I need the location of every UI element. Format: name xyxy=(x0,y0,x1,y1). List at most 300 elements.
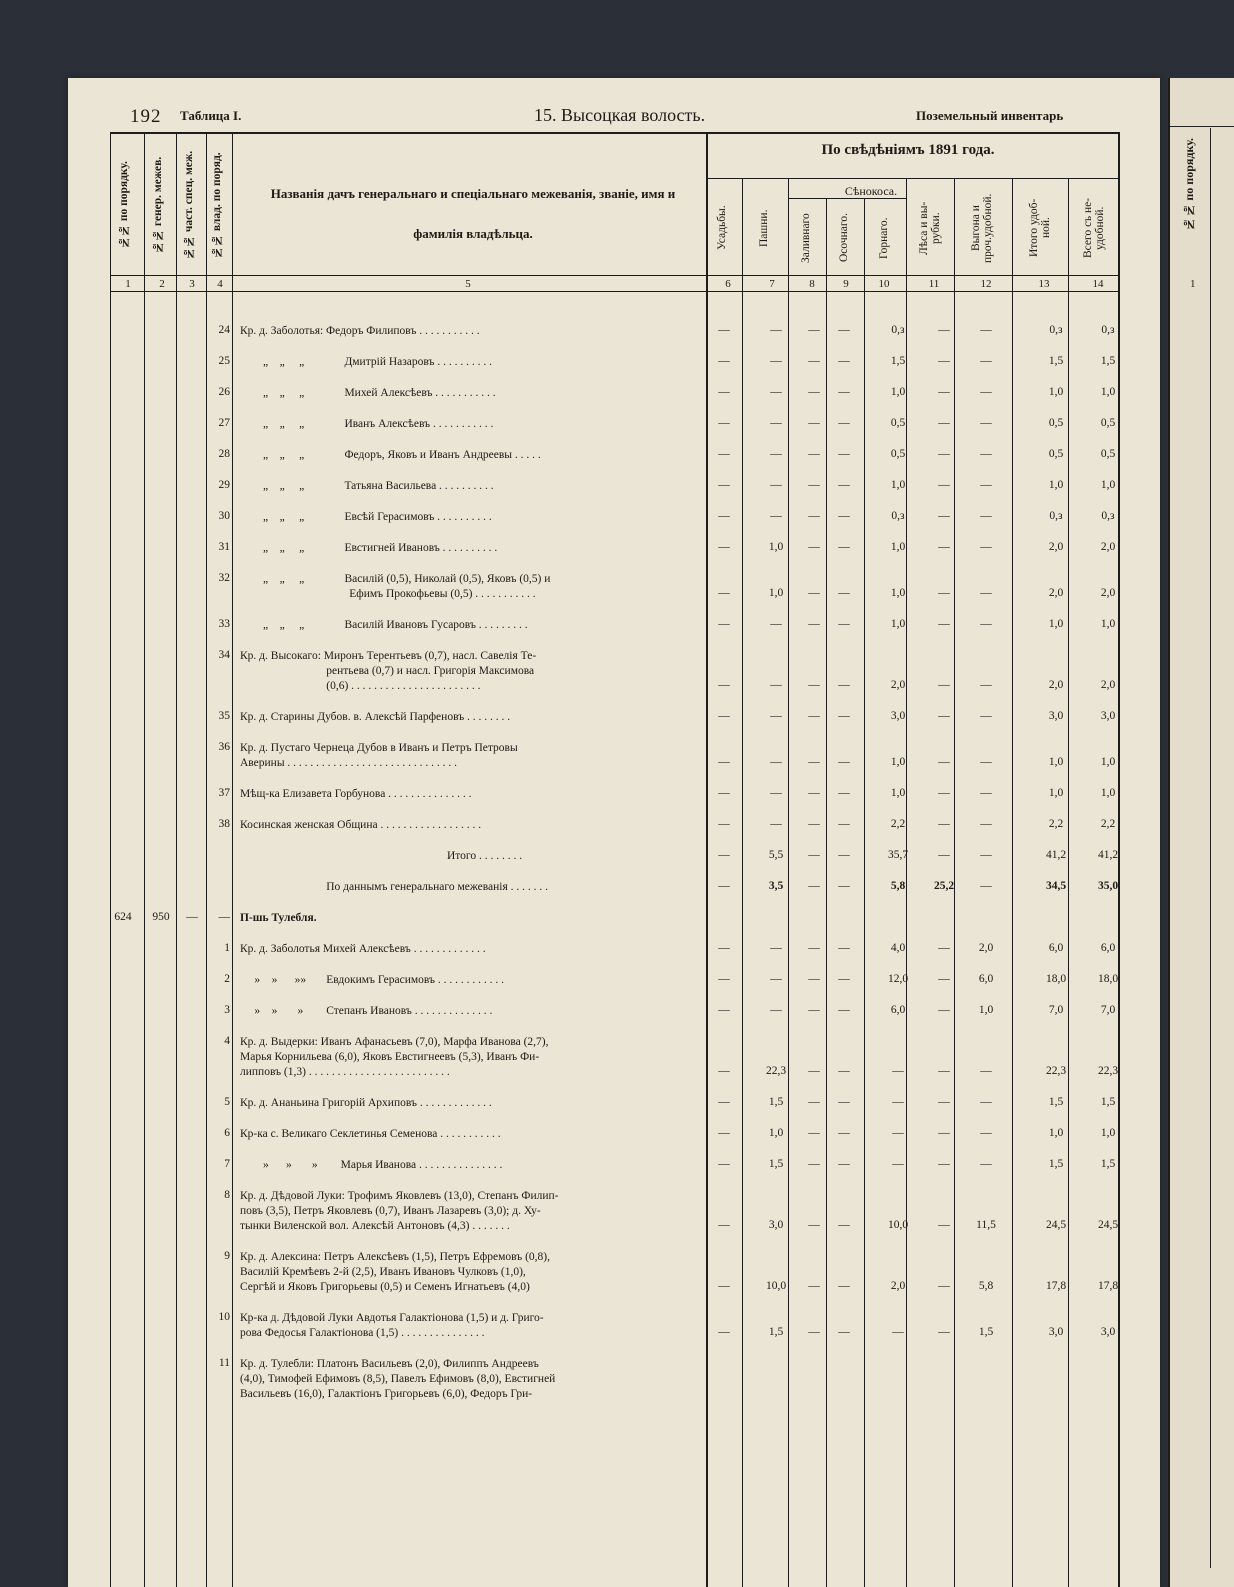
cell-v14: 24,5 xyxy=(1097,1219,1119,1231)
cell-v13: 3,0 xyxy=(1048,710,1064,722)
cell-v9: — xyxy=(838,1004,850,1016)
cell-v9: — xyxy=(838,587,850,599)
cell-owner-number: 1 xyxy=(224,942,230,954)
col-header-pashni: Пашни. xyxy=(758,209,770,247)
cell-v14: 22,3 xyxy=(1097,1065,1119,1077)
column-number: 13 xyxy=(1038,278,1050,290)
next-page-divider xyxy=(1210,128,1211,1568)
column-number: 7 xyxy=(769,278,775,290)
cell-v6: — xyxy=(718,756,730,768)
column-number: 2 xyxy=(159,278,165,290)
cell-v10: 1,0 xyxy=(890,541,906,553)
cell-v7: — xyxy=(770,479,782,491)
cell-owner-name: Кр. д. Алексина: Петръ Алексѣевъ (1,5), Петръ Ефремовъ (0,8), Василій Кремѣевъ 2-й (2,5), Иванъ Ивановъ Чулковъ (1,0), Сергѣй и Яковъ Григорьевы (0,5) и Семенъ Игнатьевъ (4,0) xyxy=(240,1251,550,1293)
cell-v10: 1,0 xyxy=(890,618,906,630)
cell-v10: — xyxy=(892,1096,904,1108)
cell-owner-number: 2 xyxy=(224,973,230,985)
cell-v9: — xyxy=(838,510,850,522)
cell-v9: — xyxy=(838,1127,850,1139)
column-number: 9 xyxy=(843,278,849,290)
cell-owner-number: 7 xyxy=(224,1158,230,1170)
inventory-label: Поземельный инвентарь xyxy=(916,108,1064,123)
cell-v6: — xyxy=(718,973,730,985)
cell-v11: — xyxy=(938,1065,950,1077)
svedeniya-header: По свѣдѣніямъ 1891 года. xyxy=(821,142,995,158)
cell-v7: — xyxy=(770,417,782,429)
cell-v7: 3,5 xyxy=(768,880,784,892)
column-number: 3 xyxy=(189,278,195,290)
cell-v9: — xyxy=(838,679,850,691)
cell-v12: — xyxy=(980,1158,992,1170)
col-header-owner-order: №№ влад. по поряд. xyxy=(211,152,223,258)
cell-v11: — xyxy=(938,1326,950,1338)
cell-v7: 1,5 xyxy=(768,1158,784,1170)
cell-v11: — xyxy=(938,710,950,722)
cell-v13: 34,5 xyxy=(1045,880,1067,892)
cell-v14: 0,з xyxy=(1101,510,1115,522)
cell-owner-name: „ „ „ Евсѣй Герасимовъ . . . . . . . . . . xyxy=(240,511,492,523)
cell-v8: — xyxy=(808,510,820,522)
cell-v14: 2,0 xyxy=(1100,587,1116,599)
cell-v7: — xyxy=(770,818,782,830)
cell-v8: — xyxy=(808,1096,820,1108)
cell-v10: 0,5 xyxy=(890,417,906,429)
cell-v14: 1,0 xyxy=(1100,479,1116,491)
cell-v14: 0,з xyxy=(1101,324,1115,336)
col-header-names: Названія дачъ генеральнаго и спеціальнаго межеванія, званіе, имя и фамилія владѣльца. xyxy=(270,186,676,241)
cell-v8: — xyxy=(808,710,820,722)
cell-v13: 22,3 xyxy=(1045,1065,1067,1077)
cell-v11: — xyxy=(938,510,950,522)
cell-v7: — xyxy=(770,386,782,398)
cell-v12: — xyxy=(980,510,992,522)
cell-v8: — xyxy=(808,618,820,630)
cell-v8: — xyxy=(808,1158,820,1170)
cell-owner-number: 5 xyxy=(224,1096,230,1108)
cell-v6: — xyxy=(718,587,730,599)
cell-v10: 0,5 xyxy=(890,448,906,460)
cell-v6: — xyxy=(718,1004,730,1016)
cell-v7: 5,5 xyxy=(768,849,784,861)
next-page-colnum: 1 xyxy=(1190,278,1196,290)
cell-v9: — xyxy=(838,417,850,429)
cell-owner-number: 37 xyxy=(218,787,230,799)
cell-v11: 25,2 xyxy=(933,880,955,892)
cell-v11: — xyxy=(938,618,950,630)
cell-v13: 3,0 xyxy=(1048,1326,1064,1338)
cell-v14: 35,0 xyxy=(1097,880,1119,892)
cell-v10: 5,8 xyxy=(890,880,906,892)
cell-v6: — xyxy=(718,324,730,336)
cell-v6: — xyxy=(718,818,730,830)
cell-owner-name: Кр. д. Заболотья Михей Алексѣевъ . . . . . . . . . . . . . xyxy=(240,943,486,955)
cell-v6: — xyxy=(718,1096,730,1108)
col-header-zalivnogo: Заливнаго xyxy=(800,213,812,263)
cell-v6: — xyxy=(718,787,730,799)
cell-v14: 6,0 xyxy=(1100,942,1116,954)
cell-v12: — xyxy=(980,818,992,830)
cell-owner-number: 26 xyxy=(218,386,230,398)
cell-v13: 0,з xyxy=(1049,510,1063,522)
cell-v11: — xyxy=(938,1096,950,1108)
cell-v6: — xyxy=(718,1158,730,1170)
cell-v12: — xyxy=(980,541,992,553)
cell-owner-name: „ „ „ Дмитрій Назаровъ . . . . . . . . . . xyxy=(240,356,493,368)
cell-v13: 0,5 xyxy=(1048,417,1064,429)
cell-owner-name: „ „ „ Евстигней Ивановъ . . . . . . . . . . xyxy=(240,542,498,554)
cell-v12: — xyxy=(980,756,992,768)
cell-v9: — xyxy=(838,973,850,985)
cell-v9: — xyxy=(838,1219,850,1231)
cell-v10: 35,7 xyxy=(887,849,909,861)
cell-v6: — xyxy=(718,448,730,460)
cell-v7: — xyxy=(770,942,782,954)
cell-owner-name: Кр. д. Ананьина Григорій Архиповъ . . . . . . . . . . . . . xyxy=(240,1097,492,1109)
cell-v10: — xyxy=(892,1065,904,1077)
col-header-vsego: Всего съ не- удобной. xyxy=(1082,197,1106,259)
cell-owner-number: 10 xyxy=(218,1311,230,1323)
top-rule xyxy=(110,132,1118,134)
cell-v12: — xyxy=(980,618,992,630)
cell-v6: — xyxy=(718,1065,730,1077)
cell-v9: — xyxy=(838,355,850,367)
col-divider xyxy=(144,132,145,1587)
cell-owner-name: Кр. д. Дѣдовой Луки: Трофимъ Яковлевъ (13,0), Степанъ Филип- повъ (3,5), Петръ Яковлевъ (0,7), Иванъ Лазаревъ (3,0); д. Ху- тынки Виленской вол. Алексѣй Антоновъ (4,3) . . . . . . . xyxy=(240,1190,559,1232)
cell-v11: — xyxy=(938,541,950,553)
cell-v12: — xyxy=(980,587,992,599)
cell-v11: — xyxy=(938,973,950,985)
cell-owner-number: 38 xyxy=(218,818,230,830)
cell-v9: — xyxy=(838,1158,850,1170)
cell-v6: — xyxy=(718,710,730,722)
cell-v14: 2,0 xyxy=(1100,541,1116,553)
cell-owner-number: 11 xyxy=(218,1357,230,1369)
cell-v8: — xyxy=(808,818,820,830)
cell-owner-number: 31 xyxy=(218,541,230,553)
cell-v12: — xyxy=(980,679,992,691)
cell-v8: — xyxy=(808,479,820,491)
cell-v13: 6,0 xyxy=(1048,942,1064,954)
cell-owner-name: П-шь Тулебля. xyxy=(240,912,317,924)
cell-v10: 1,0 xyxy=(890,386,906,398)
cell-v10: 2,0 xyxy=(890,679,906,691)
column-number: 14 xyxy=(1092,278,1104,290)
cell-owner-number: 4 xyxy=(224,1035,230,1047)
cell-v8: — xyxy=(808,942,820,954)
cell-v10: — xyxy=(892,1326,904,1338)
cell-v12: — xyxy=(980,1096,992,1108)
cell-v14: 1,0 xyxy=(1100,618,1116,630)
cell-v14: 1,0 xyxy=(1100,787,1116,799)
cell-v11: — xyxy=(938,1004,950,1016)
cell-v6: — xyxy=(718,942,730,954)
cell-owner-name: Косинская женская Община . . . . . . . . . . . . . . . . . . xyxy=(240,819,482,831)
cell-v8: — xyxy=(808,1326,820,1338)
cell-v12: 1,0 xyxy=(978,1004,994,1016)
cell-v10: — xyxy=(892,1158,904,1170)
cell-v11: — xyxy=(938,1158,950,1170)
cell-v11: — xyxy=(938,479,950,491)
col-header-vygon: Выгона и проч.удобной. xyxy=(970,193,994,263)
cell-v13: 24,5 xyxy=(1045,1219,1067,1231)
col-header-usadby: Усадьбы. xyxy=(716,205,728,251)
col-header-order: №№ по порядку. xyxy=(118,161,130,249)
cell-v9: — xyxy=(838,1065,850,1077)
cell-v13: 0,5 xyxy=(1048,448,1064,460)
cell-v12: — xyxy=(980,417,992,429)
cell-v14: 0,5 xyxy=(1100,417,1116,429)
cell-v8: — xyxy=(808,1219,820,1231)
cell-owner-number: 35 xyxy=(218,710,230,722)
column-number: 5 xyxy=(465,278,471,290)
cell-owner-name: „ „ „ Иванъ Алексѣевъ . . . . . . . . . . . xyxy=(240,418,494,430)
cell-v8: — xyxy=(808,880,820,892)
cell-v12: — xyxy=(980,787,992,799)
col-divider xyxy=(110,132,111,1587)
cell-v10: 1,5 xyxy=(890,355,906,367)
cell-owner-name: „ „ „ Василій Ивановъ Гусаровъ . . . . . . . . . xyxy=(240,619,528,631)
cell-owner-number: 27 xyxy=(218,417,230,429)
cell-v9: — xyxy=(838,479,850,491)
cell-v13: 2,0 xyxy=(1048,541,1064,553)
cell-v6: — xyxy=(718,679,730,691)
svedeniya-rule xyxy=(706,178,1118,179)
cell-v6: — xyxy=(718,1280,730,1292)
column-number: 4 xyxy=(217,278,223,290)
cell-v13: 1,5 xyxy=(1048,355,1064,367)
cell-owner-number: 29 xyxy=(218,479,230,491)
col-divider xyxy=(1012,178,1013,1587)
cell-v11: — xyxy=(938,849,950,861)
column-number: 12 xyxy=(980,278,992,290)
cell-v12: 11,5 xyxy=(976,1219,996,1231)
column-number: 6 xyxy=(725,278,731,290)
cell-v12: — xyxy=(980,448,992,460)
cell-v12: — xyxy=(980,386,992,398)
cell-v11: — xyxy=(938,1280,950,1292)
cell-v6: — xyxy=(718,1326,730,1338)
cell-owner-number: 34 xyxy=(218,649,230,661)
col-divider xyxy=(206,132,207,1587)
cell-v6: — xyxy=(718,386,730,398)
col-header-gornogo: Горнаго. xyxy=(878,217,890,259)
cell-v13: 1,0 xyxy=(1048,756,1064,768)
cell-v7: 1,5 xyxy=(768,1096,784,1108)
cell-v12: — xyxy=(980,324,992,336)
cell-v9: — xyxy=(838,849,850,861)
cell-v14: 0,5 xyxy=(1100,448,1116,460)
cell-v14: 41,2 xyxy=(1097,849,1119,861)
cell-v9: — xyxy=(838,1326,850,1338)
cell-v8: — xyxy=(808,1004,820,1016)
cell-owner-name: Кр. д. Пустаго Чернеца Дубов в Иванъ и Петръ Петровы Аверины . . . . . . . . . . . . . . . . . . . . . . . . . . . . . . xyxy=(240,742,518,769)
cell-v13: 1,0 xyxy=(1048,787,1064,799)
cell-v11: — xyxy=(938,448,950,460)
cell-v6: — xyxy=(718,849,730,861)
cell-v14: 2,0 xyxy=(1100,679,1116,691)
cell-v7: 10,0 xyxy=(765,1280,787,1292)
cell-v13: 1,0 xyxy=(1048,1127,1064,1139)
cell-v11: — xyxy=(938,355,950,367)
cell-v10: 4,0 xyxy=(890,942,906,954)
page-number: 192 xyxy=(130,106,162,127)
cell-v9: — xyxy=(838,756,850,768)
cell-owner-name: „ „ „ Михей Алексѣевъ . . . . . . . . . . . xyxy=(240,387,496,399)
district-title: 15. Высоцкая волость. xyxy=(534,105,706,125)
col-divider xyxy=(864,198,865,1587)
cell-v12: 2,0 xyxy=(978,942,994,954)
cell-v7: — xyxy=(770,710,782,722)
cell-v11: — xyxy=(938,756,950,768)
cell-v8: — xyxy=(808,386,820,398)
cell-v12: — xyxy=(980,710,992,722)
cell-v11: — xyxy=(938,417,950,429)
col-header-les: Лѣса и вы- рубки. xyxy=(918,201,942,255)
col-header-gen-survey: №№ генер. межев. xyxy=(152,156,164,254)
cell-v10: 1,0 xyxy=(890,756,906,768)
cell-v10: 2,2 xyxy=(890,818,906,830)
cell-v8: — xyxy=(808,756,820,768)
cell-v9: — xyxy=(838,818,850,830)
cell-owner-number: 30 xyxy=(218,510,230,522)
cell-v12: — xyxy=(980,849,992,861)
document-page xyxy=(68,78,1160,1587)
cell-v7: 3,0 xyxy=(768,1219,784,1231)
cell-v8: — xyxy=(808,355,820,367)
cell-v6: — xyxy=(718,355,730,367)
cell-owner-name: Кр. д. Старины Дубов. в. Алексѣй Парфеновъ . . . . . . . . xyxy=(240,711,511,723)
cell-v9: — xyxy=(838,787,850,799)
cell-v13: 7,0 xyxy=(1048,1004,1064,1016)
cell-owner-number: 8 xyxy=(224,1189,230,1201)
cell-owner-name: Кр. д. Тулебли: Платонъ Васильевъ (2,0), Филиппъ Андреевъ (4,0), Тимофей Ефимовъ (8,5), Павелъ Ефимовъ (8,0), Евстигней Васильевъ (16,0), Галактіонъ Григорьевъ (6,0), Федоръ Гри- xyxy=(240,1358,556,1400)
column-number: 10 xyxy=(878,278,890,290)
cell-v10: 0,з xyxy=(891,324,905,336)
cell-v7: — xyxy=(770,756,782,768)
cell-v14: 2,2 xyxy=(1100,818,1116,830)
cell-owner-name: » » » Степанъ Ивановъ . . . . . . . . . . . . . . xyxy=(240,1005,493,1017)
cell-v10: 2,0 xyxy=(890,1280,906,1292)
cell-v10: 1,0 xyxy=(890,479,906,491)
cell-v14: 7,0 xyxy=(1100,1004,1116,1016)
col-divider xyxy=(826,198,827,1587)
cell-v14: 1,0 xyxy=(1100,1127,1116,1139)
cell-v10: 6,0 xyxy=(890,1004,906,1016)
cell-v10: 3,0 xyxy=(890,710,906,722)
cell-v11: — xyxy=(938,1219,950,1231)
cell-v12: — xyxy=(980,479,992,491)
cell-v11: — xyxy=(938,587,950,599)
cell-v8: — xyxy=(808,1280,820,1292)
cell-v9: — xyxy=(838,541,850,553)
cell-owner-number: — xyxy=(218,911,230,923)
cell-v9: — xyxy=(838,880,850,892)
cell-v8: — xyxy=(808,973,820,985)
column-number: 11 xyxy=(928,278,940,290)
cell-v7: — xyxy=(770,355,782,367)
cell-v10: 1,0 xyxy=(890,587,906,599)
next-page-rule xyxy=(1170,126,1234,127)
cell-v8: — xyxy=(808,849,820,861)
cell-v7: — xyxy=(770,787,782,799)
senokosa-header: Сѣнокоса. xyxy=(844,184,898,198)
cell-v12: — xyxy=(980,1065,992,1077)
cell-v11: — xyxy=(938,386,950,398)
cell-v7: — xyxy=(770,618,782,630)
cell-owner-name: Итого . . . . . . . . xyxy=(240,850,523,862)
cell-owner-name: „ „ „ Василій (0,5), Николай (0,5), Яковъ (0,5) и Ефимъ Прокофьевы (0,5) . . . . . . . . . . . xyxy=(263,573,551,600)
cell-v7: 1,5 xyxy=(768,1326,784,1338)
col-header-osochnogo: Осочнаго. xyxy=(838,213,850,263)
cell-v6: — xyxy=(718,1219,730,1231)
cell-owner-name: Кр. д. Высокаго: Миронъ Терентьевъ (0,7), насл. Савелія Те- рентьева (0,7) и насл. Григорія Максимова (0,6) . . . . . . . . . . . . . . . . . . . . . . . xyxy=(240,650,537,692)
cell-v12: 5,8 xyxy=(978,1280,994,1292)
cell-v12: 6,0 xyxy=(978,973,994,985)
cell-v13: 41,2 xyxy=(1045,849,1067,861)
cell-owner-number: 33 xyxy=(218,618,230,630)
colnum-rule xyxy=(110,291,1118,292)
cell-v12: 1,5 xyxy=(978,1326,994,1338)
cell-owner-number: 25 xyxy=(218,355,230,367)
cell-v13: 17,8 xyxy=(1045,1280,1067,1292)
cell-v9: — xyxy=(838,710,850,722)
cell-v9: — xyxy=(838,1280,850,1292)
cell-v9: — xyxy=(838,324,850,336)
cell-v14: 3,0 xyxy=(1100,710,1116,722)
cell-v10: — xyxy=(892,1127,904,1139)
cell-v11: — xyxy=(938,1127,950,1139)
cell-v8: — xyxy=(808,324,820,336)
cell-v8: — xyxy=(808,1127,820,1139)
cell-owner-number: 6 xyxy=(224,1127,230,1139)
cell-v13: 18,0 xyxy=(1045,973,1067,985)
cell-v7: 22,3 xyxy=(765,1065,787,1077)
cell-v12: — xyxy=(980,880,992,892)
col-header-spec-survey: №№ част. спец. меж. xyxy=(183,150,195,260)
cell-v11: — xyxy=(938,679,950,691)
cell-v11: — xyxy=(938,324,950,336)
cell-v7: 1,0 xyxy=(768,587,784,599)
cell-v7: — xyxy=(770,510,782,522)
cell-v10: 1,0 xyxy=(890,787,906,799)
cell-v9: — xyxy=(838,618,850,630)
cell-v14: 1,0 xyxy=(1100,756,1116,768)
cell-v8: — xyxy=(808,587,820,599)
col-divider xyxy=(176,132,177,1587)
cell-owner-name: Мѣщ-ка Елизавета Горбунова . . . . . . . . . . . . . . . xyxy=(240,788,472,800)
cell-v10: 0,з xyxy=(891,510,905,522)
cell-v13: 1,0 xyxy=(1048,618,1064,630)
header-bottom-rule xyxy=(110,275,1118,276)
cell-owner-name: Кр. д. Заболотья: Федоръ Филиповъ . . . . . . . . . . . xyxy=(240,325,480,337)
cell-owner-name: Кр-ка д. Дѣдовой Луки Авдотья Галактіонова (1,5) и д. Григо- рова Федосья Галактіонова (1,5) . . . . . . . . . . . . . . . xyxy=(240,1312,544,1339)
cell-v7: 1,0 xyxy=(768,1127,784,1139)
cell-v13: 1,5 xyxy=(1048,1158,1064,1170)
cell-owner-name: Кр. д. Выдерки: Иванъ Афанасьевъ (7,0), Марфа Иванова (2,7), Марья Корнильева (6,0), Яковъ Евстигнеевъ (5,3), Иванъ Фи- липповъ (1,3) . . . . . . . . . . . . . . . . . . . . . . . . . xyxy=(240,1036,549,1078)
cell-v13: 2,2 xyxy=(1048,818,1064,830)
cell-v9: — xyxy=(838,386,850,398)
cell-v7: — xyxy=(770,973,782,985)
cell-v12: — xyxy=(980,355,992,367)
cell-owner-name: „ „ „ Федоръ, Яковъ и Иванъ Андреевы . . . . . xyxy=(240,449,541,461)
cell-v12: — xyxy=(980,1127,992,1139)
cell-spec-survey: — xyxy=(186,911,198,923)
cell-v6: — xyxy=(718,541,730,553)
next-page-edge xyxy=(1168,78,1234,1587)
cell-v6: — xyxy=(718,1127,730,1139)
cell-v8: — xyxy=(808,787,820,799)
cell-owner-name: Кр-ка с. Великаго Секлетинья Семенова . . . . . . . . . . . xyxy=(240,1128,501,1140)
